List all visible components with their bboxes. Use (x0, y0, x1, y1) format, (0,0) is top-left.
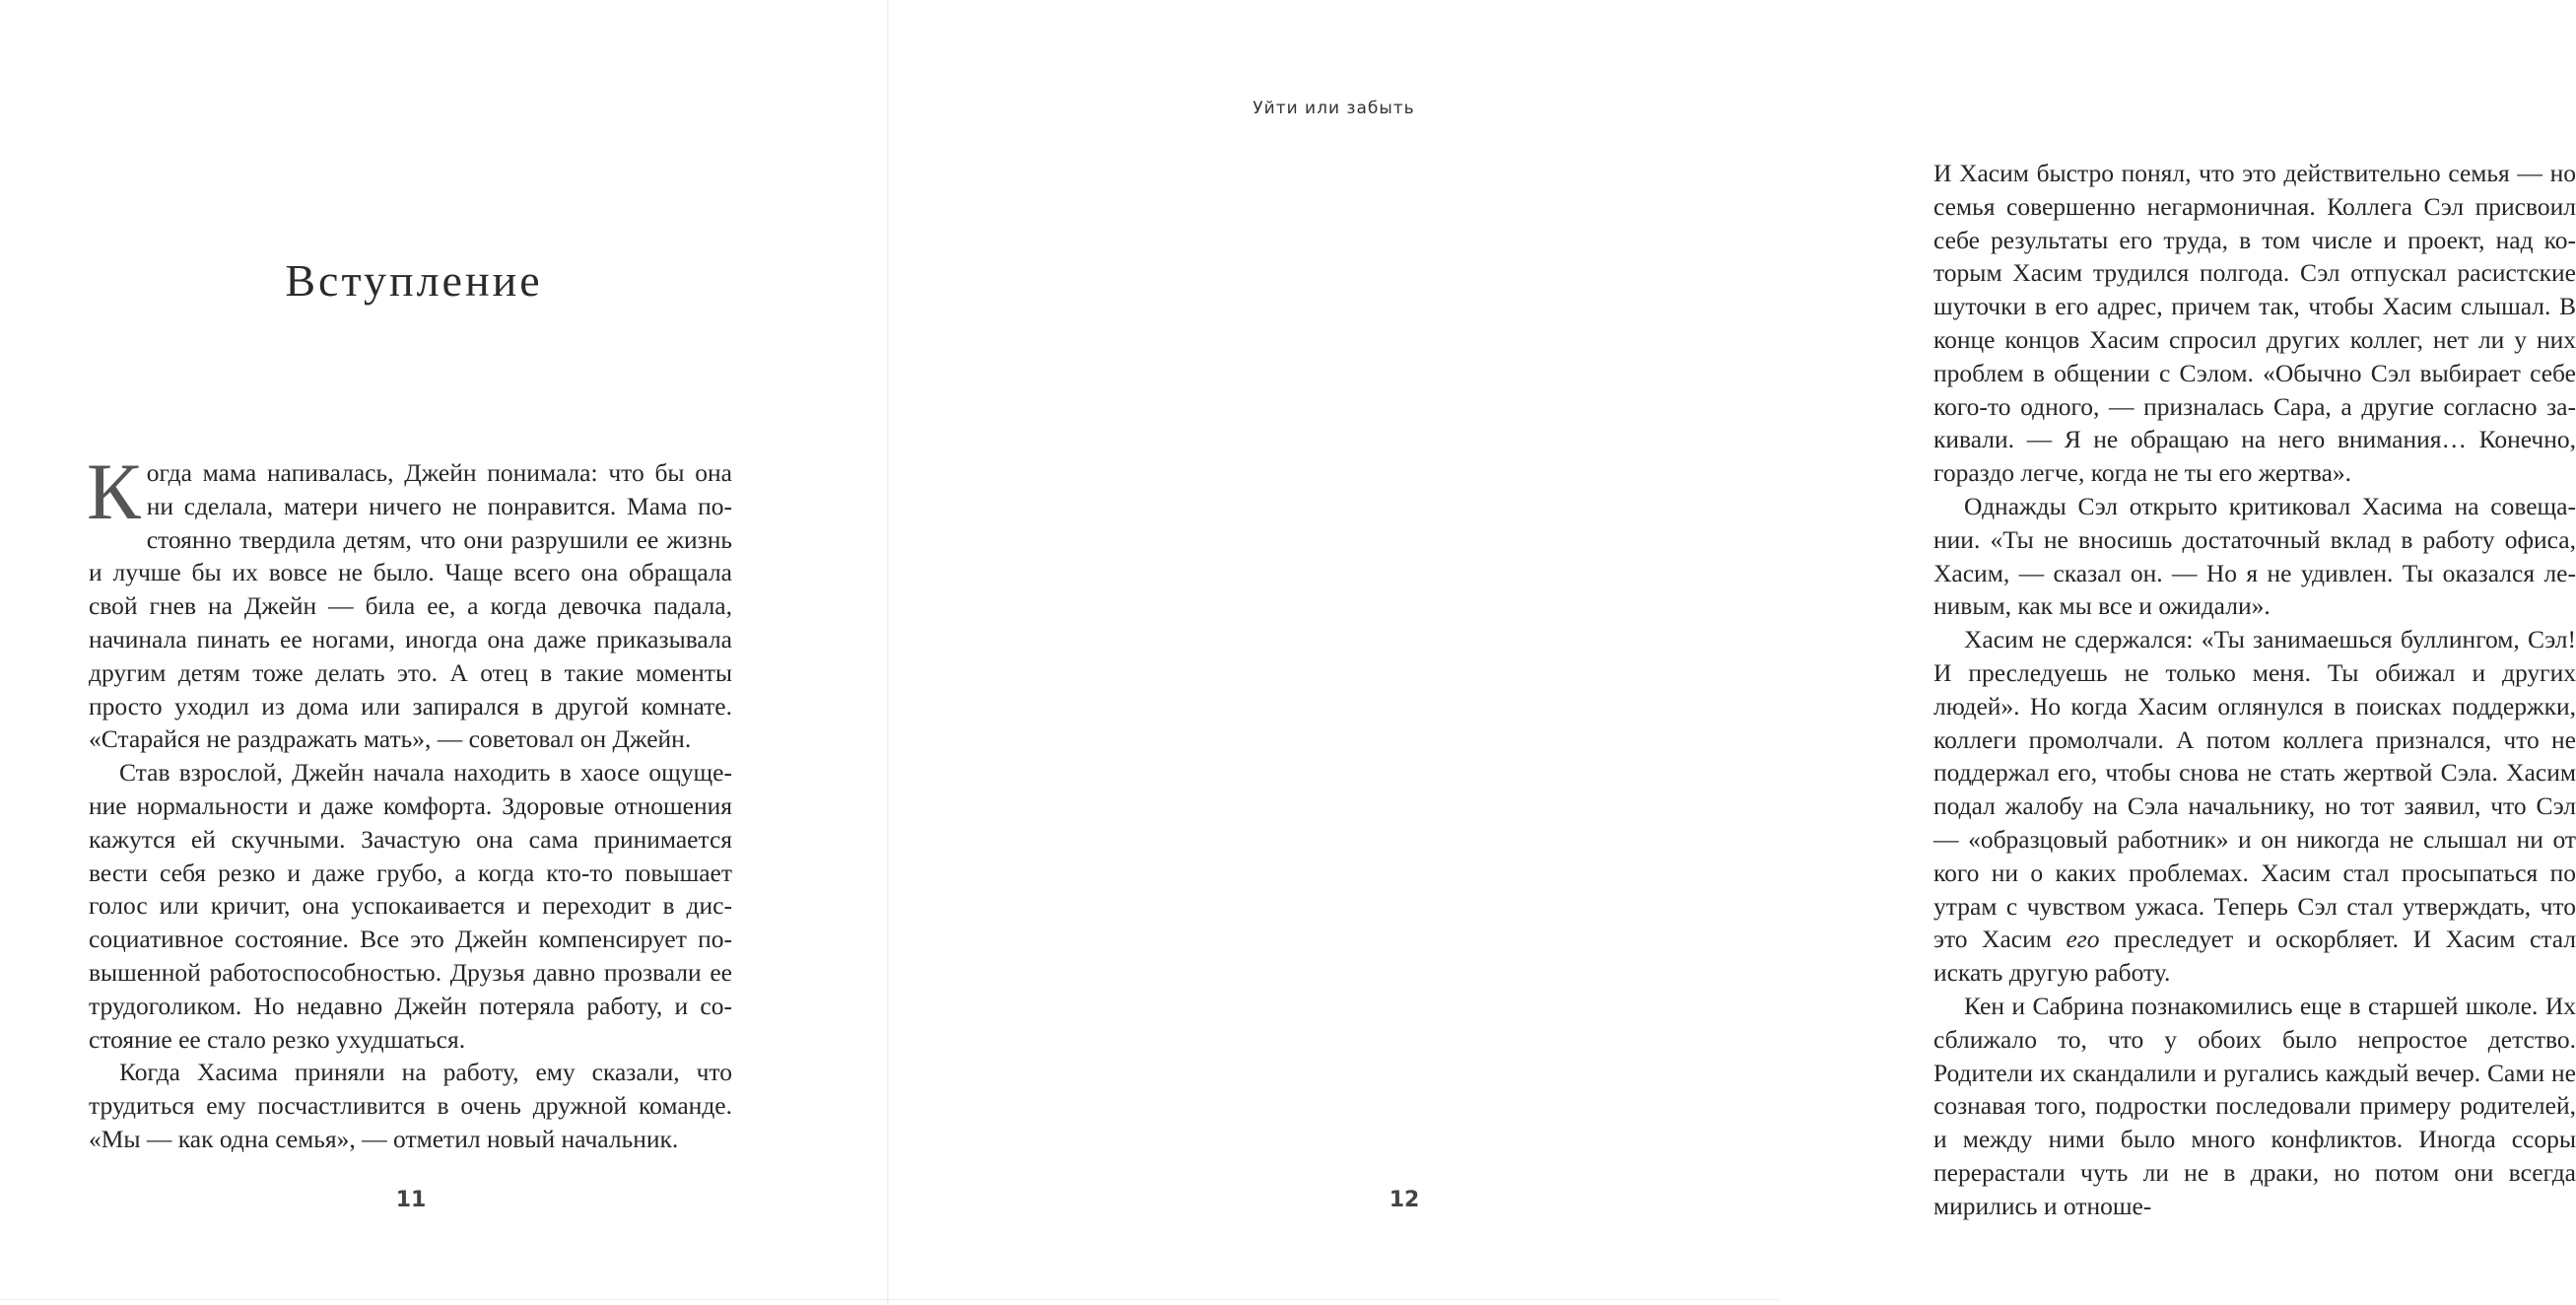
drop-cap: К (87, 446, 141, 536)
paragraph (87, 446, 732, 756)
paragraph-text: огда мама напивалась, Джейн понимала: что бы она ни сделала, матери ничего не понравится. Мама постоянно твердила детям, что они разрушили ее жизнь и лучше бы их вовсе не было. Чаще всего она обращала свой гнев на Джейн — била ее, а когда девочка падала, начинала пинать ее ногами, иногда она даже приказывала другим детям тоже делать это. А отец в такие моменты просто уходил из дома или запирался в другой комнате. «Старайся не раздражать мать», — советовал он Джейн. (89, 458, 732, 754)
right-page (889, 0, 2576, 1305)
paragraph (1933, 623, 2576, 990)
chapter-title: Вступление (285, 255, 543, 306)
paragraph-text: Хасим не сдержался: «Ты занимаешься буллингом, Сэл! И преследуешь не только меня. Ты обижал и других людей». Но когда Хасим оглянулся в поисках поддержки, коллеги промолчали. А потом коллега признался, что не поддержал его, чтобы снова не стать жертвой Сэла. Хасим подал жалобу на Сэла начальнику, но тот заявил, что Сэл — «образцовый работник» и он никогда не слышал ни от кого ни о каких проблемах. Хасим стал просыпаться по утрам с чувством ужаса. Теперь Сэл стал утверждать, что это Хасим (1933, 625, 2576, 954)
paragraph: Однажды Сэл открыто критиковал Хасима на совещании. «Ты не вносишь достаточный вклад в работу офиса, Хасим, — сказал он. — Но я не удивлен. Ты оказался ленивым, как мы все и ожидали». (1933, 491, 2576, 621)
paragraph: И Хасим быстро понял, что это действительно семья — но семья совершенно негармоничная. Коллега Сэл присвоил себе результаты его труда, в том числе и проект, над которым Хасим трудился полгода. Сэл отпускал расистские шуточки в его адрес, причем так, чтобы Хасим слышал. В конце концов Хасим спросил других коллег, нет ли у них проблем в общении с Сэлом. «Обычно Сэл выбирает себе кого-то одного, — призналась Сара, а другие согласно закивали. — Я не обращаю на него внимания… Конечно, гораздо легче, когда не ты его жертва». (1933, 159, 2576, 488)
paragraph-text: преследует и оскорбляет. И Хасим стал искать другую работу. (1933, 925, 2576, 988)
page-number: 12 (1389, 1188, 1420, 1212)
left-page-body (87, 446, 732, 1156)
page-bottom-edge (0, 1299, 1779, 1300)
paragraph: Став взрослой, Джейн начала находить в хаосе ощущение нормальности и даже комфорта. Здоровые отношения кажутся ей скучными. Зачастую она сама принимается вести себя резко и даже грубо, а когда кто-то повышает голос или кричит, она успокаивается и переходит в диссоциативное состояние. Все это Джейн компенсирует повышенной работоспособностью. Друзья давно прозвали ее трудоголиком. Но недавно Джейн потеряла работу, и состояние ее стало резко ухудшаться. (89, 758, 732, 1054)
paragraph: Кен и Сабрина познакомились еще в старшей школе. Их сближало то, что у обоих было непростое детство. Родители их скандалили и ругались каждый вечер. Сами не сознавая того, подростки последовали примеру родителей, и между ними было много конфликтов. Иногда ссоры перерастали чуть ли не в драки, но потом они всегда мирились и отноше- (1933, 991, 2576, 1220)
page-number: 11 (395, 1188, 427, 1212)
paragraph: Когда Хасима приняли на работу, ему сказали, что трудиться ему посчастливится в очень дружной команде. «Мы — как одна семья», — отметил новый начальник. (89, 1058, 732, 1153)
emphasis-text: его (2066, 925, 2100, 954)
left-page (0, 0, 887, 1305)
right-page-body (1933, 157, 2576, 1223)
running-head: Уйти или забыть (1253, 99, 1415, 118)
